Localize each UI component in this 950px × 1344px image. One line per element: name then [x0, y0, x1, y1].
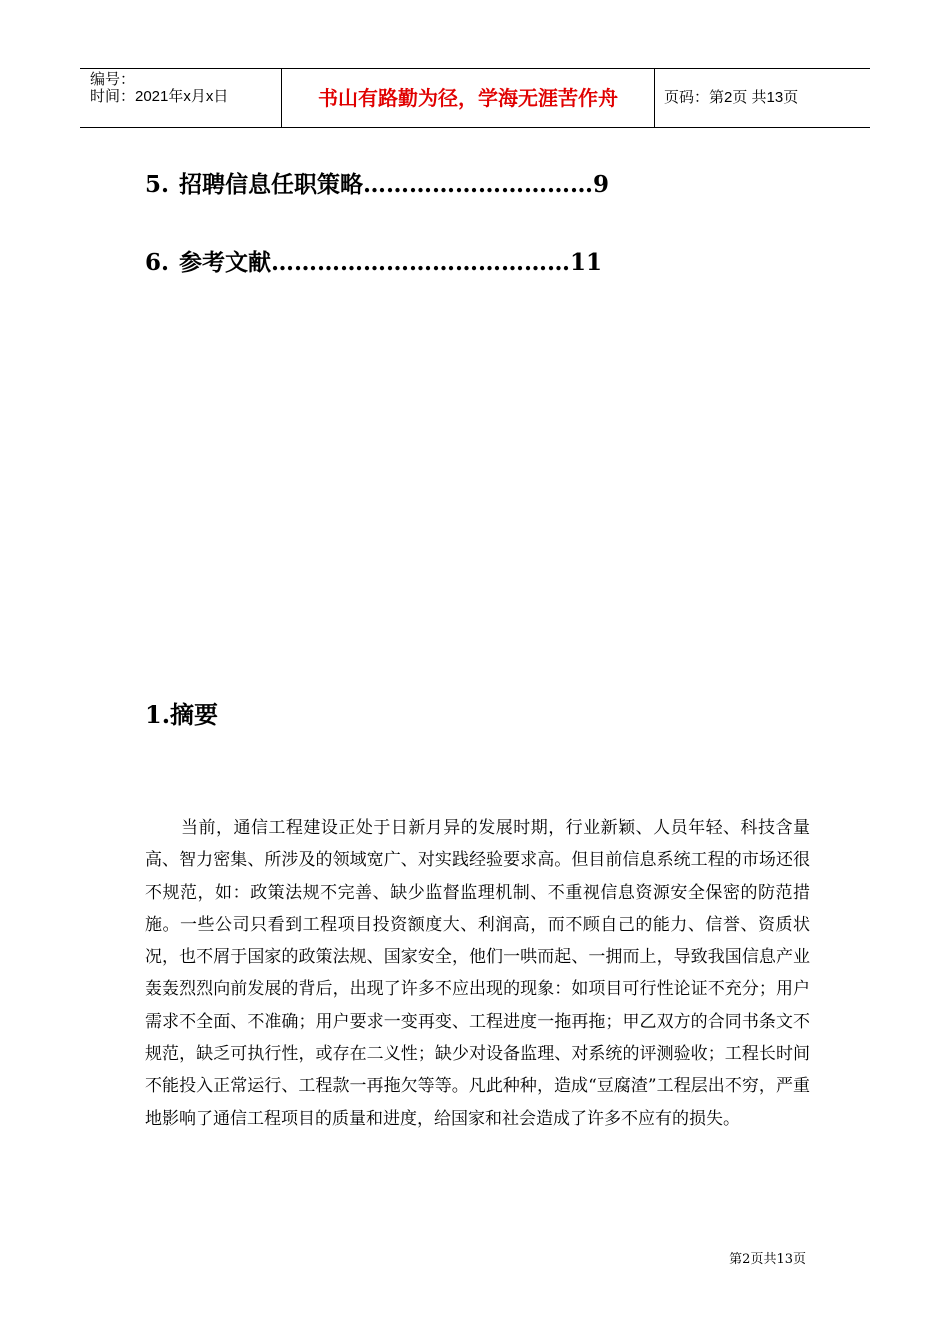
abstract-paragraph: 当前，通信工程建设正处于日新月异的发展时期，行业新颖、人员年轻、科技含量高、智力密集、所涉及的领域宽广、对实践经验要求高。但目前信息系统工程的市场还很不规范，如：政策法规不完善、缺少监督监理机制、不重视信息资源安全保密的防范措施。一些公司只看到工程项目投资额度大、利润高，而不顾自己的能力、信誉、资质状况，也不屑于国家的政策法规、国家安全，他们一哄而起、一拥而上，导致我国信息产业轰轰烈烈向前发展的背后，出现了许多不应出现的现象：如项目可行性论证不充分；用户需求不全面、不准确；用户要求一变再变、工程进度一拖再拖；甲乙双方的合同书条文不规范，缺乏可执行性，或存在二义性；缺少对设备监理、对系统的评测验收；工程长时间不能投入正常运行、工程款一再拖欠等等。凡此种种，造成“豆腐渣”工程层出不穷，严重地影响了通信工程项目的质量和进度，给国家和社会造成了许多不应有的损失。	[145, 818, 810, 1129]
header-motto: 书山有路勤为径，学海无涯苦作舟	[282, 69, 655, 127]
header-meta-cell	[80, 69, 282, 127]
page-footer: 第2页共13页	[729, 1252, 806, 1267]
toc-entry-number: 5.	[145, 171, 170, 198]
header-number-label: 编号：	[90, 71, 136, 88]
header-time-label: 时间：2021年x月x日	[90, 88, 229, 105]
toc-entry-page: 11	[570, 249, 603, 276]
toc-entry-page: 9	[593, 171, 610, 198]
toc-entry-number: 6.	[145, 249, 170, 276]
header-page-info: 页码：第2页 共13页	[664, 89, 799, 106]
toc-entry-title: 参考文献	[179, 249, 272, 276]
toc-entry-title: 招聘信息任职策略	[179, 171, 364, 198]
section-heading: 1.摘要	[145, 700, 219, 729]
toc-entry-leader: …………………………	[363, 171, 594, 198]
toc-entry[interactable]	[145, 166, 609, 199]
toc-entry[interactable]	[145, 244, 602, 277]
page-header	[80, 68, 870, 128]
toc-entry-leader: …………………………………	[271, 249, 571, 276]
